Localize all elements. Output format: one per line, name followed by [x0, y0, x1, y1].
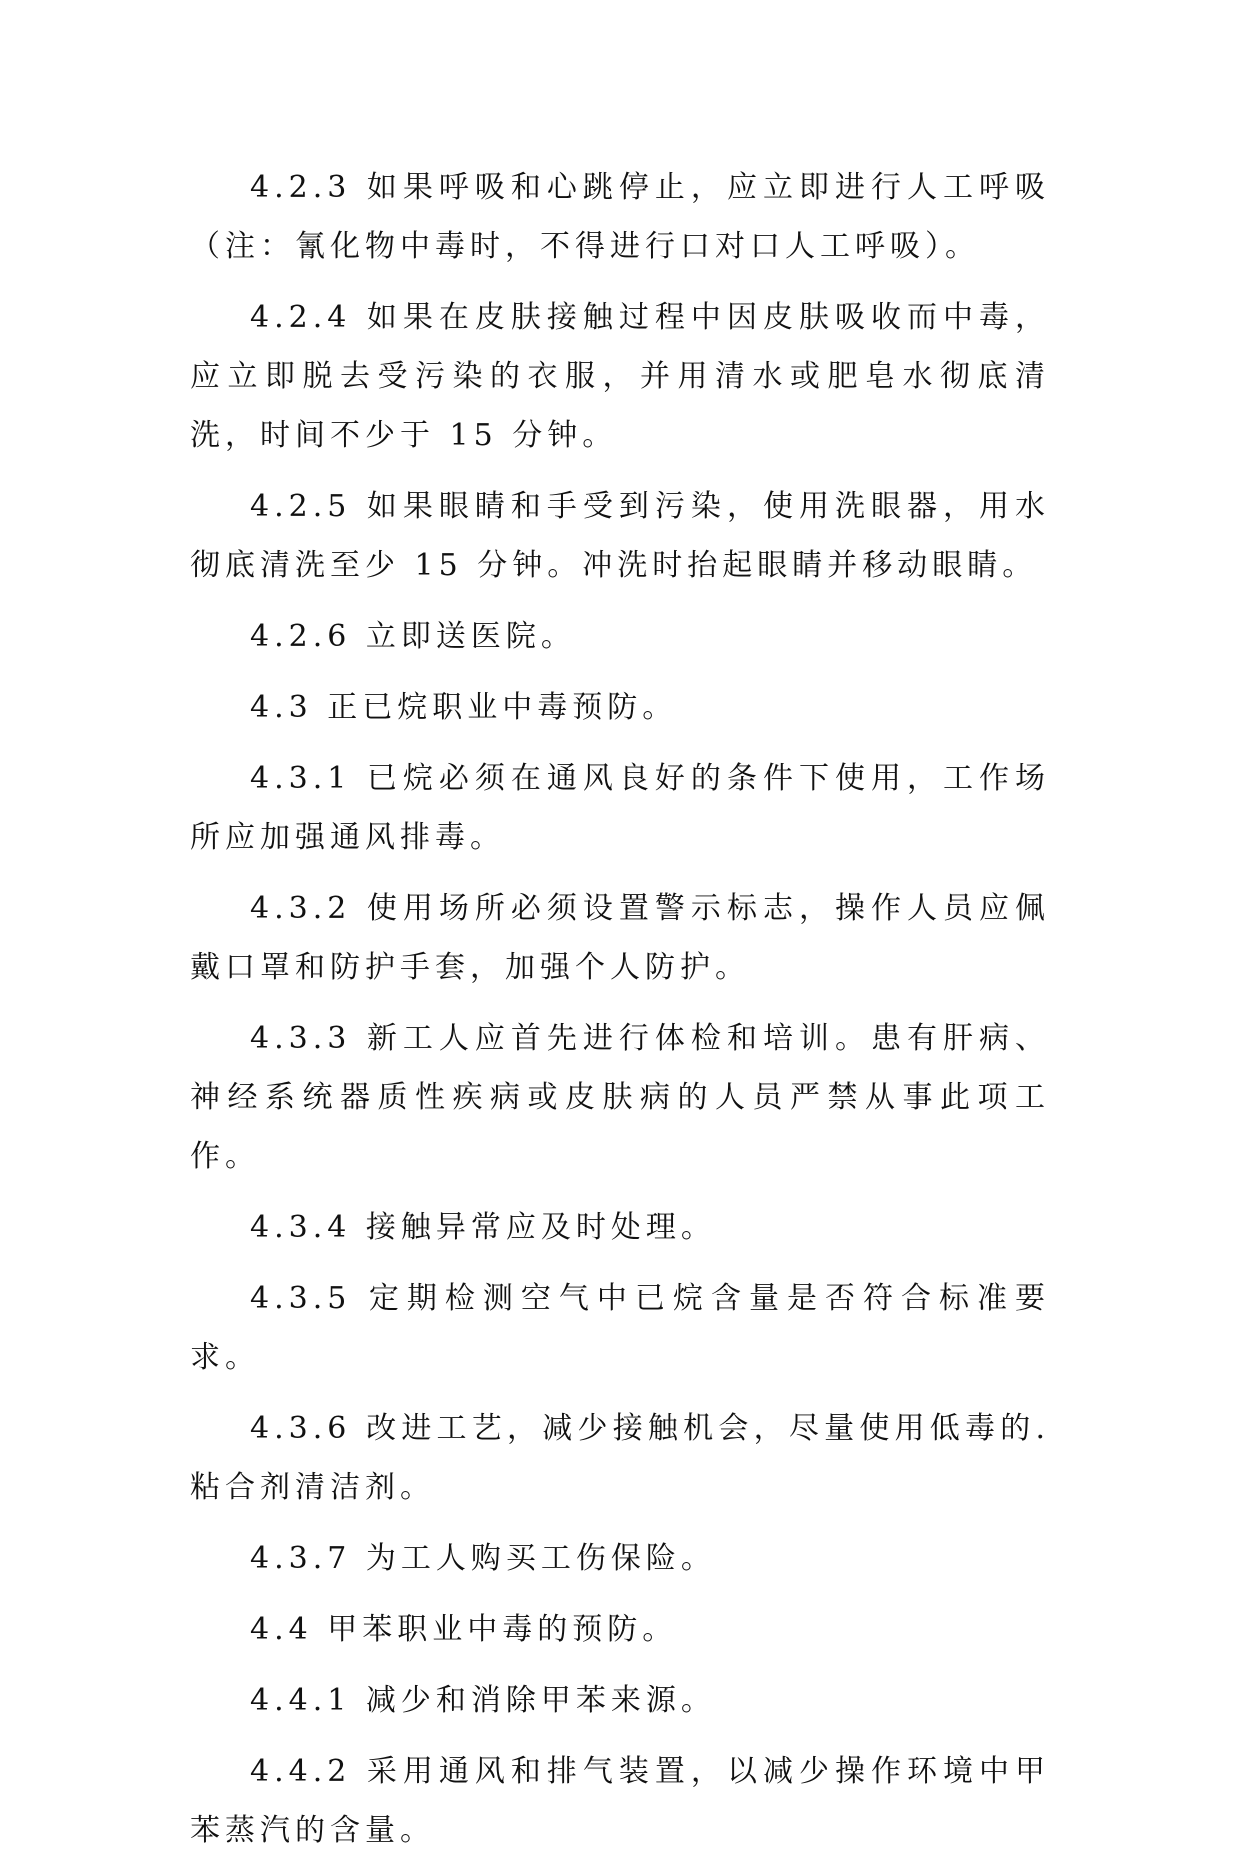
section-heading-4-4: 4.4 甲苯职业中毒的预防。 [250, 1612, 678, 1647]
paragraph-4-4-1: 4.4.1 减少和消除甲苯来源。 [250, 1683, 716, 1718]
paragraph-4-3-7: 4.3.7 为工人购买工伤保险。 [250, 1541, 716, 1576]
paragraph-4-3-4: 4.3.4 接触异常应及时处理。 [250, 1210, 716, 1245]
paragraph-4-4-2: 4.4.2 采用通风和排气装置，以减少操作环境中甲苯蒸汽的含量。 [190, 1754, 1050, 1848]
paragraph-4-3-6: 4.3.6 改进工艺，减少接触机会，尽量使用低毒的.粘合剂清洁剂。 [190, 1411, 1050, 1505]
section-heading-4-3: 4.3 正已烷职业中毒预防。 [250, 690, 678, 725]
paragraph-4-2-3: 4.2.3 如果呼吸和心跳停止，应立即进行人工呼吸（注：氰化物中毒时，不得进行口对口人工呼吸）。 [190, 170, 1050, 264]
paragraph-4-3-2: 4.3.2 使用场所必须设置警示标志，操作人员应佩戴口罩和防护手套，加强个人防护。 [190, 891, 1050, 985]
document-body [190, 158, 1050, 1872]
paragraph-4-2-5: 4.2.5 如果眼睛和手受到污染，使用洗眼器，用水彻底清洗至少 15 分钟。冲洗时抬起眼睛并移动眼睛。 [190, 489, 1050, 583]
paragraph-4-2-4: 4.2.4 如果在皮肤接触过程中因皮肤吸收而中毒，应立即脱去受污染的衣服，并用清水或肥皂水彻底清洗，时间不少于 15 分钟。 [190, 300, 1050, 453]
paragraph-4-3-5: 4.3.5 定期检测空气中已烷含量是否符合标准要求。 [190, 1281, 1050, 1375]
paragraph-4-3-1: 4.3.1 已烷必须在通风良好的条件下使用，工作场所应加强通风排毒。 [190, 761, 1050, 855]
paragraph-4-2-6: 4.2.6 立即送医院。 [250, 619, 576, 654]
paragraph-4-3-3: 4.3.3 新工人应首先进行体检和培训。患有肝病、神经系统器质性疾病或皮肤病的人员严禁从事此项工作。 [190, 1021, 1050, 1174]
